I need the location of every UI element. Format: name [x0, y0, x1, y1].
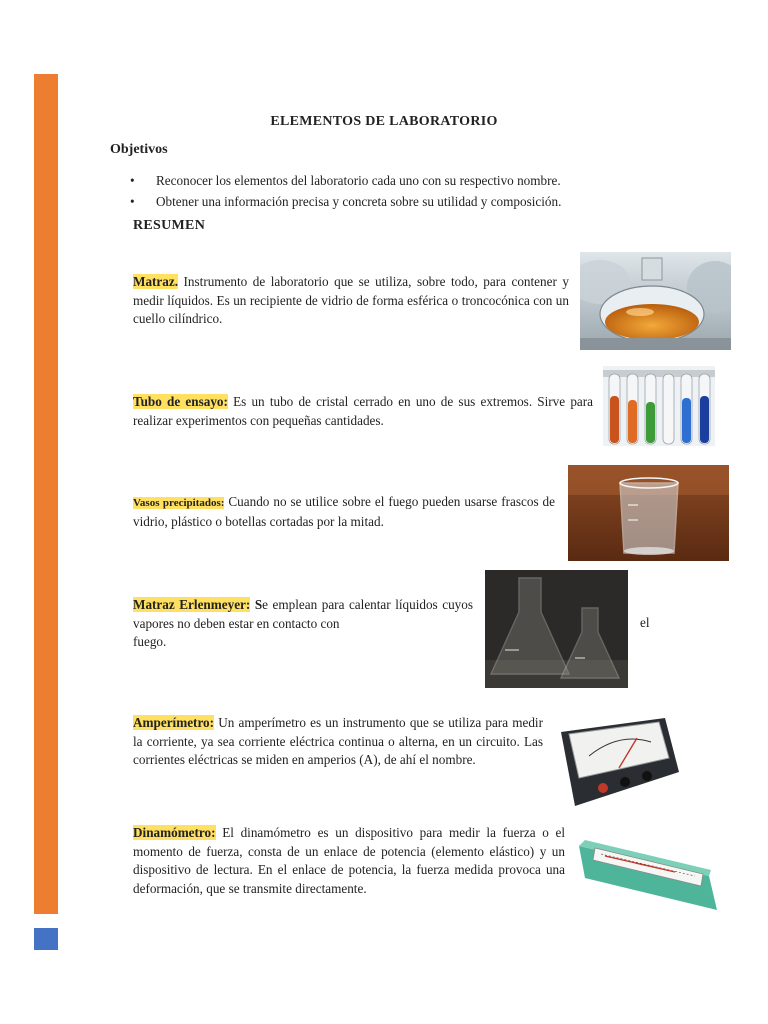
objective-item: • Reconocer los elementos del laboratorio cada uno con su respectivo nombre.: [130, 170, 561, 191]
entry-vasos-precipitados: [133, 493, 555, 531]
erlenmeyer-flasks-photo-icon: [485, 570, 628, 688]
dynamometer-photo-icon: [575, 826, 721, 922]
test-tubes-photo-icon: [603, 366, 715, 446]
entry-term: Vasos precipitados:: [133, 497, 225, 509]
entry-term: Matraz Erlenmeyer:: [133, 597, 251, 612]
entry-amperimetro: [133, 714, 543, 770]
entry-matraz: [133, 273, 569, 329]
entry-text: El dinamómetro es un dispositivo para medir la fuerza o el momento de fuerza, consta de un enlace de potencia (elemento elástico) y un dispositivo de lectura. En el enlace de potencia, la fuerza medida provoca una deformación, que se transmite directamente.: [133, 825, 565, 896]
entry-text-end: fuego.: [133, 634, 167, 649]
entry-text: Un amperímetro es un instrumento que se utiliza para medir la corriente, ya sea corriente eléctrica continua o alterna, en un circuito. Las corrientes eléctricas se miden en amperios (A), de ahí el nombre.: [133, 715, 543, 767]
entry-term: Tubo de ensayo:: [133, 394, 228, 409]
ammeter-photo-icon: [553, 712, 683, 810]
orange-margin-bar: [34, 74, 58, 914]
objective-item: • Obtener una información precisa y concreta sobre su utilidad y composición.: [130, 191, 561, 212]
entry-text: Instrumento de laboratorio que se utiliza, sobre todo, para contener y medir líquidos. Es un recipiente de vidrio de forma esférica o troncocónica con un cuello cilíndrico.: [133, 274, 569, 326]
entry-dinamometro: [133, 824, 565, 898]
entry-text: Cuando no se utilice sobre el fuego pueden usarse frascos de vidrio, plástico o botellas cortadas por la mitad.: [133, 494, 555, 529]
entry-matraz-erlenmeyer: [133, 596, 473, 652]
entry-text-tail: el: [640, 615, 650, 630]
objectives-list: [130, 170, 561, 212]
entry-text-lead: S: [250, 597, 263, 612]
blue-margin-square: [34, 928, 58, 950]
entry-text: e emplean para calentar líquidos cuyos vapores no deben estar en contacto con: [133, 597, 473, 631]
entry-tubo-de-ensayo: [133, 393, 593, 430]
objectives-heading: Objetivos: [110, 142, 168, 157]
document-title: ELEMENTOS DE LABORATORIO: [270, 114, 498, 129]
entry-term: Matraz.: [133, 274, 179, 289]
entry-term: Amperímetro:: [133, 715, 215, 730]
entry-text: Es un tubo de cristal cerrado en uno de sus extremos. Sirve para realizar experimentos con pequeñas cantidades.: [133, 394, 594, 428]
beaker-photo-icon: [568, 465, 729, 561]
summary-heading: RESUMEN: [133, 218, 206, 233]
round-flask-photo-icon: [580, 252, 731, 350]
entry-term: Dinamómetro:: [133, 825, 216, 840]
